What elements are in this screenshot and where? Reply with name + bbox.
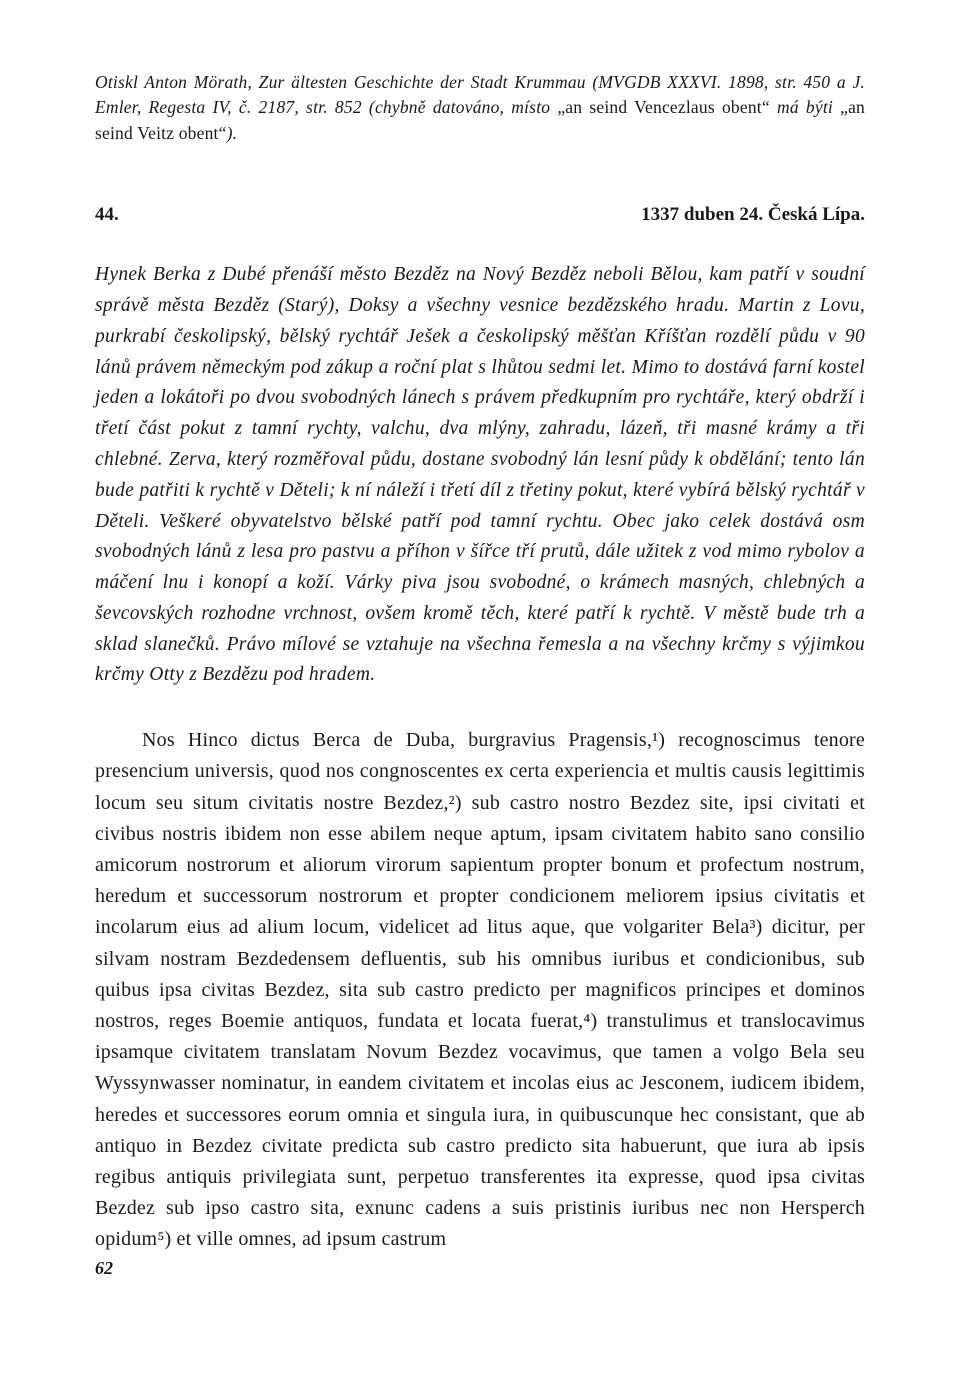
page-content <box>95 70 865 1255</box>
document-date-place: 1337 duben 24. Česká Lípa. <box>641 204 865 226</box>
source-note-text: Otiskl Anton Mörath, Zur ältesten Geschichte der Stadt Krummau (MVGDB XXXVI. 1898, str. 450 a J. Emler, Regesta IV, č. 2187, str. 852 (chybně datováno, místo <box>95 72 865 118</box>
source-note <box>95 70 865 146</box>
page-number: 62 <box>95 1258 113 1278</box>
source-note-text-3: ). <box>226 122 238 143</box>
source-note-text-2: má býti <box>769 97 841 118</box>
document-number: 44. <box>95 204 119 226</box>
source-note-quote-2: „an seind Veitz obent“ <box>95 97 865 143</box>
document-header <box>95 204 865 226</box>
latin-charter-text: Nos Hinco dictus Berca de Duba, burgravius Pragensis,¹) recognoscimus tenore presencium universis, quod nos congnoscentes ex certa experiencia et multis causis legittimis locum seu situm civitatis nostre Bezdez,²) sub castro nostro Bezdez site, ipsi civitati et civibus nostris ibidem non esse abilem neque aptum, ipsam civitatem habito sano consilio amicorum nostrorum et aliorum virorum sapientum propter bonum et profectum nostrum, heredum et successorum nostrorum et propter condicionem meliorem ipsius civitatis et incolarum eius ad alium locum, videlicet ad litus aque, que volgariter Bela³) dicitur, per silvam nostram Bezdedensem defluentis, sub his omnibus iuribus et condicionibus, sub quibus ipsa civitas Bezdez, sita sub castro predicto per magnificos principes et dominos nostros, reges Boemie antiquos, fundata et locata fuerat,⁴) transtulimus et translocavimus ipsamque civitatem translatam Novum Bezdez vocavimus, que tamen a volgo Bela seu Wyssynwasser nominatur, in eandem civitatem et incolas eius ac Jesconem, iudicem ibidem, heredes et successores eorum omnia et singula iura, in quibuscunque hec consistant, que ab antiquo in Bezdez civitate predicta sub castro predicto sita habuerunt, que iura ab ipsis regibus antiquis privilegiata sunt, perpetuo transferentes ita expresse, quod ipsa civitas Bezdez sub ipso castro sita, exnunc cadens a suis pristinis iuribus nec non Hersperch opidum⁵) et ville omnes, ad ipsum castrum <box>95 729 865 1251</box>
regest-paragraph: Hynek Berka z Dubé přenáší město Bezděz na Nový Bezděz neboli Bělou, kam patří v soudní správě města Bezděz (Starý), Doksy a všechny vesnice bezdězského hradu. Martin z Lovu, purkrabí českolipský, bělský rychtář Ješek a českolipský měšťan Kříšťan rozdělí půdu v 90 lánů právem německým pod zákup a roční plat s lhůtou sedmi let. Mimo to dostává farní kostel jeden a lokátoři po dvou svobodných lánech s právem předkupním pro rychtáře, který obdrží i třetí část pokut z tamní rychty, valchu, dva mlýny, zahradu, lázeň, tři masné krámy a tři chlebné. Zerva, který rozměřoval půdu, dostane svobodný lán lesní půdy k obdělání; tento lán bude patřiti k rychtě v Děteli; k ní náleží i třetí díl z třetiny pokut, které vybírá bělský rychtář v Děteli. Veškeré obyvatelstvo bělské patří pod tamní rychtu. Obec jako celek dostává osm svobodných lánů z lesa pro pastvu a příhon v šířce tří prutů, dále užitek z vod mimo rybolov a máčení lnu i konopí a koží. Várky piva jsou svobodné, o krámech masných, chlebných a ševcovských rozhodne vrchnost, ovšem kromě těch, které patří k rychtě. V městě bude trh a sklad slanečků. Právo mílové se vztahuje na všechna řemesla a na všechny krčmy s výjimkou krčmy Otty z Bezdězu pod hradem. <box>95 264 865 686</box>
source-note-quote-1: „an seind Vencezlaus obent“ <box>557 97 770 118</box>
